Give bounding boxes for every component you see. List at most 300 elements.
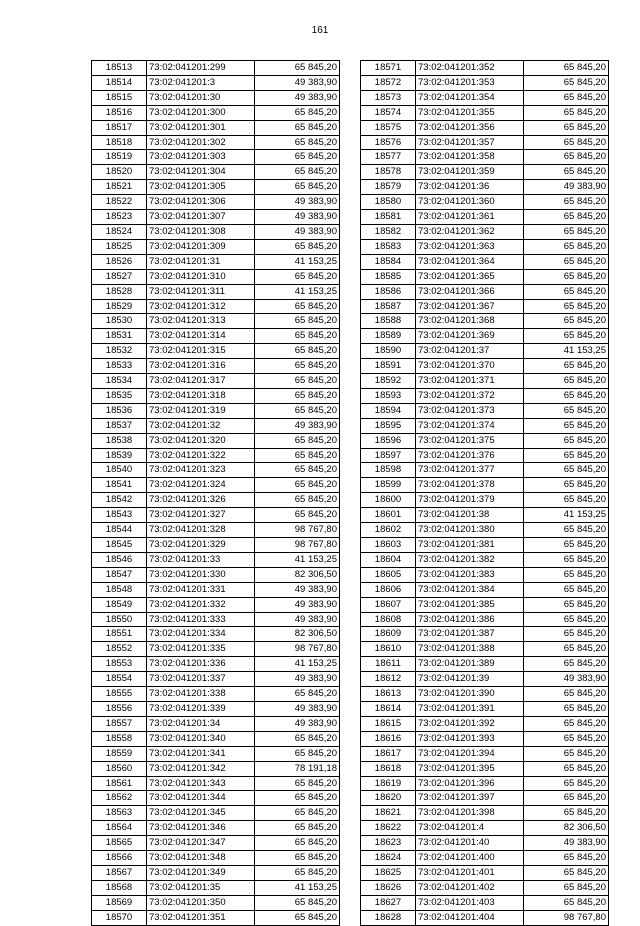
row-number: 18565 xyxy=(92,836,147,851)
table-row xyxy=(361,388,609,403)
cadastral-number: 73:02:041201:329 xyxy=(147,538,255,553)
cadastral-value: 65 845,20 xyxy=(255,329,340,344)
cadastral-value: 49 383,90 xyxy=(524,836,609,851)
table-row xyxy=(361,403,609,418)
row-number: 18607 xyxy=(361,597,416,612)
row-number: 18529 xyxy=(92,299,147,314)
cadastral-number: 73:02:041201:324 xyxy=(147,478,255,493)
table-row xyxy=(92,880,340,895)
cadastral-number: 73:02:041201:367 xyxy=(416,299,524,314)
cadastral-number: 73:02:041201:364 xyxy=(416,254,524,269)
cadastral-value: 65 845,20 xyxy=(255,731,340,746)
cadastral-number: 73:02:041201:330 xyxy=(147,567,255,582)
cadastral-value: 65 845,20 xyxy=(524,403,609,418)
table-row xyxy=(361,776,609,791)
cadastral-number: 73:02:041201:359 xyxy=(416,165,524,180)
row-number: 18599 xyxy=(361,478,416,493)
table-row xyxy=(361,165,609,180)
row-number: 18580 xyxy=(361,195,416,210)
cadastral-value: 49 383,90 xyxy=(255,418,340,433)
table-row xyxy=(361,478,609,493)
cadastral-value: 65 845,20 xyxy=(524,150,609,165)
table-row xyxy=(361,195,609,210)
table-row xyxy=(361,821,609,836)
cadastral-value: 65 845,20 xyxy=(524,374,609,389)
row-number: 18571 xyxy=(361,61,416,76)
row-number: 18611 xyxy=(361,657,416,672)
cadastral-value: 49 383,90 xyxy=(255,195,340,210)
table-row xyxy=(92,329,340,344)
cadastral-value: 41 153,25 xyxy=(255,657,340,672)
row-number: 18586 xyxy=(361,284,416,299)
cadastral-number: 73:02:041201:34 xyxy=(147,716,255,731)
cadastral-value: 65 845,20 xyxy=(255,165,340,180)
cadastral-value: 65 845,20 xyxy=(255,150,340,165)
table-row xyxy=(92,836,340,851)
table-row xyxy=(361,687,609,702)
cadastral-number: 73:02:041201:370 xyxy=(416,359,524,374)
cadastral-value: 49 383,90 xyxy=(255,672,340,687)
cadastral-number: 73:02:041201:378 xyxy=(416,478,524,493)
cadastral-number: 73:02:041201:335 xyxy=(147,642,255,657)
cadastral-value: 65 845,20 xyxy=(255,478,340,493)
row-number: 18515 xyxy=(92,90,147,105)
cadastral-number: 73:02:041201:396 xyxy=(416,776,524,791)
row-number: 18581 xyxy=(361,210,416,225)
cadastral-number: 73:02:041201:303 xyxy=(147,150,255,165)
cadastral-number: 73:02:041201:31 xyxy=(147,254,255,269)
row-number: 18612 xyxy=(361,672,416,687)
cadastral-value: 65 845,20 xyxy=(524,388,609,403)
cadastral-value: 65 845,20 xyxy=(255,344,340,359)
cadastral-number: 73:02:041201:312 xyxy=(147,299,255,314)
table-row xyxy=(361,731,609,746)
cadastral-value: 65 845,20 xyxy=(524,239,609,254)
cadastral-value: 49 383,90 xyxy=(255,582,340,597)
row-number: 18563 xyxy=(92,806,147,821)
cadastral-value: 65 845,20 xyxy=(524,701,609,716)
row-number: 18513 xyxy=(92,61,147,76)
cadastral-value: 65 845,20 xyxy=(524,254,609,269)
cadastral-number: 73:02:041201:309 xyxy=(147,239,255,254)
cadastral-number: 73:02:041201:319 xyxy=(147,403,255,418)
row-number: 18593 xyxy=(361,388,416,403)
cadastral-number: 73:02:041201:313 xyxy=(147,314,255,329)
row-number: 18627 xyxy=(361,895,416,910)
cadastral-value: 98 767,80 xyxy=(255,523,340,538)
table-row xyxy=(361,239,609,254)
table-row xyxy=(92,180,340,195)
cadastral-value: 65 845,20 xyxy=(524,165,609,180)
row-number: 18569 xyxy=(92,895,147,910)
cadastral-number: 73:02:041201:340 xyxy=(147,731,255,746)
table-row xyxy=(92,284,340,299)
cadastral-value: 65 845,20 xyxy=(255,746,340,761)
cadastral-number: 73:02:041201:352 xyxy=(416,61,524,76)
row-number: 18560 xyxy=(92,761,147,776)
cadastral-number: 73:02:041201:311 xyxy=(147,284,255,299)
row-number: 18535 xyxy=(92,388,147,403)
cadastral-value: 41 153,25 xyxy=(255,880,340,895)
row-number: 18514 xyxy=(92,75,147,90)
cadastral-value: 65 845,20 xyxy=(255,269,340,284)
cadastral-value: 98 767,80 xyxy=(524,910,609,925)
table-row xyxy=(361,180,609,195)
row-number: 18553 xyxy=(92,657,147,672)
row-number: 18550 xyxy=(92,612,147,627)
table-row xyxy=(92,627,340,642)
table-row xyxy=(92,418,340,433)
cadastral-number: 73:02:041201:403 xyxy=(416,895,524,910)
cadastral-number: 73:02:041201:315 xyxy=(147,344,255,359)
table-row xyxy=(92,224,340,239)
table-row xyxy=(361,344,609,359)
table-row xyxy=(92,299,340,314)
cadastral-value: 65 845,20 xyxy=(524,493,609,508)
table-row xyxy=(92,344,340,359)
cadastral-number: 73:02:041201:371 xyxy=(416,374,524,389)
row-number: 18575 xyxy=(361,120,416,135)
cadastral-number: 73:02:041201:354 xyxy=(416,90,524,105)
cadastral-number: 73:02:041201:377 xyxy=(416,463,524,478)
cadastral-number: 73:02:041201:351 xyxy=(147,910,255,925)
cadastral-number: 73:02:041201:381 xyxy=(416,538,524,553)
table-row xyxy=(92,791,340,806)
cadastral-number: 73:02:041201:37 xyxy=(416,344,524,359)
row-number: 18527 xyxy=(92,269,147,284)
row-number: 18614 xyxy=(361,701,416,716)
table-row xyxy=(361,597,609,612)
table-row xyxy=(361,269,609,284)
table-row xyxy=(92,895,340,910)
cadastral-number: 73:02:041201:400 xyxy=(416,851,524,866)
row-number: 18610 xyxy=(361,642,416,657)
table-row xyxy=(92,821,340,836)
table-row xyxy=(92,657,340,672)
cadastral-number: 73:02:041201:316 xyxy=(147,359,255,374)
row-number: 18623 xyxy=(361,836,416,851)
cadastral-value: 65 845,20 xyxy=(255,776,340,791)
table-row xyxy=(92,612,340,627)
table-row xyxy=(361,299,609,314)
row-number: 18620 xyxy=(361,791,416,806)
table-row xyxy=(92,254,340,269)
row-number: 18613 xyxy=(361,687,416,702)
table-row xyxy=(92,135,340,150)
table-row xyxy=(92,776,340,791)
cadastral-value: 65 845,20 xyxy=(524,761,609,776)
table-row xyxy=(92,165,340,180)
table-row xyxy=(92,672,340,687)
table-row xyxy=(92,463,340,478)
table-row xyxy=(92,210,340,225)
cadastral-number: 73:02:041201:344 xyxy=(147,791,255,806)
table-row xyxy=(361,791,609,806)
row-number: 18574 xyxy=(361,105,416,120)
table-row xyxy=(361,329,609,344)
cadastral-value: 49 383,90 xyxy=(255,612,340,627)
row-number: 18539 xyxy=(92,448,147,463)
cadastral-value: 65 845,20 xyxy=(524,195,609,210)
table-row xyxy=(361,448,609,463)
row-number: 18534 xyxy=(92,374,147,389)
cadastral-value: 49 383,90 xyxy=(255,597,340,612)
cadastral-number: 73:02:041201:366 xyxy=(416,284,524,299)
table-row xyxy=(92,493,340,508)
cadastral-number: 73:02:041201:388 xyxy=(416,642,524,657)
table-row xyxy=(361,418,609,433)
row-number: 18605 xyxy=(361,567,416,582)
row-number: 18566 xyxy=(92,851,147,866)
cadastral-number: 73:02:041201:404 xyxy=(416,910,524,925)
row-number: 18545 xyxy=(92,538,147,553)
cadastral-value: 65 845,20 xyxy=(524,687,609,702)
row-number: 18524 xyxy=(92,224,147,239)
cadastral-value: 41 153,25 xyxy=(255,284,340,299)
cadastral-value: 65 845,20 xyxy=(524,314,609,329)
table-row xyxy=(361,627,609,642)
row-number: 18530 xyxy=(92,314,147,329)
table-row xyxy=(361,224,609,239)
cadastral-value: 65 845,20 xyxy=(524,210,609,225)
row-number: 18548 xyxy=(92,582,147,597)
table-row xyxy=(361,657,609,672)
table-row xyxy=(92,359,340,374)
cadastral-value: 98 767,80 xyxy=(255,642,340,657)
cadastral-number: 73:02:041201:341 xyxy=(147,746,255,761)
cadastral-number: 73:02:041201:33 xyxy=(147,552,255,567)
cadastral-number: 73:02:041201:362 xyxy=(416,224,524,239)
row-number: 18547 xyxy=(92,567,147,582)
row-number: 18555 xyxy=(92,687,147,702)
cadastral-number: 73:02:041201:357 xyxy=(416,135,524,150)
table-row xyxy=(92,61,340,76)
table-row xyxy=(92,910,340,925)
row-number: 18621 xyxy=(361,806,416,821)
cadastral-number: 73:02:041201:342 xyxy=(147,761,255,776)
cadastral-number: 73:02:041201:349 xyxy=(147,865,255,880)
cadastral-number: 73:02:041201:346 xyxy=(147,821,255,836)
row-number: 18616 xyxy=(361,731,416,746)
cadastral-value: 49 383,90 xyxy=(255,716,340,731)
cadastral-number: 73:02:041201:333 xyxy=(147,612,255,627)
cadastral-value: 65 845,20 xyxy=(524,552,609,567)
row-number: 18592 xyxy=(361,374,416,389)
cadastral-value: 65 845,20 xyxy=(255,239,340,254)
cadastral-value: 65 845,20 xyxy=(524,657,609,672)
table-row xyxy=(361,105,609,120)
table-row xyxy=(361,61,609,76)
table-row xyxy=(92,582,340,597)
table-row xyxy=(361,374,609,389)
cadastral-number: 73:02:041201:363 xyxy=(416,239,524,254)
right-table xyxy=(360,60,609,926)
cadastral-value: 65 845,20 xyxy=(524,597,609,612)
table-row xyxy=(92,552,340,567)
row-number: 18522 xyxy=(92,195,147,210)
table-row xyxy=(361,865,609,880)
table-row xyxy=(92,448,340,463)
row-number: 18601 xyxy=(361,508,416,523)
row-number: 18594 xyxy=(361,403,416,418)
row-number: 18604 xyxy=(361,552,416,567)
row-number: 18584 xyxy=(361,254,416,269)
cadastral-number: 73:02:041201:393 xyxy=(416,731,524,746)
cadastral-number: 73:02:041201:394 xyxy=(416,746,524,761)
cadastral-number: 73:02:041201:4 xyxy=(416,821,524,836)
cadastral-number: 73:02:041201:35 xyxy=(147,880,255,895)
row-number: 18603 xyxy=(361,538,416,553)
row-number: 18533 xyxy=(92,359,147,374)
cadastral-value: 65 845,20 xyxy=(524,269,609,284)
row-number: 18624 xyxy=(361,851,416,866)
cadastral-value: 65 845,20 xyxy=(524,61,609,76)
row-number: 18617 xyxy=(361,746,416,761)
table-row xyxy=(361,254,609,269)
row-number: 18583 xyxy=(361,239,416,254)
cadastral-number: 73:02:041201:382 xyxy=(416,552,524,567)
cadastral-number: 73:02:041201:397 xyxy=(416,791,524,806)
row-number: 18549 xyxy=(92,597,147,612)
cadastral-number: 73:02:041201:372 xyxy=(416,388,524,403)
cadastral-value: 65 845,20 xyxy=(255,388,340,403)
cadastral-value: 65 845,20 xyxy=(524,463,609,478)
cadastral-value: 41 153,25 xyxy=(524,508,609,523)
cadastral-number: 73:02:041201:314 xyxy=(147,329,255,344)
cadastral-value: 65 845,20 xyxy=(524,851,609,866)
row-number: 18554 xyxy=(92,672,147,687)
cadastral-value: 65 845,20 xyxy=(524,567,609,582)
row-number: 18564 xyxy=(92,821,147,836)
table-row xyxy=(361,210,609,225)
cadastral-value: 65 845,20 xyxy=(524,582,609,597)
cadastral-number: 73:02:041201:390 xyxy=(416,687,524,702)
row-number: 18626 xyxy=(361,880,416,895)
cadastral-number: 73:02:041201:332 xyxy=(147,597,255,612)
row-number: 18558 xyxy=(92,731,147,746)
row-number: 18556 xyxy=(92,701,147,716)
row-number: 18561 xyxy=(92,776,147,791)
table-row xyxy=(92,642,340,657)
row-number: 18543 xyxy=(92,508,147,523)
table-row xyxy=(92,478,340,493)
table-row xyxy=(92,597,340,612)
row-number: 18562 xyxy=(92,791,147,806)
cadastral-value: 65 845,20 xyxy=(255,433,340,448)
cadastral-number: 73:02:041201:402 xyxy=(416,880,524,895)
row-number: 18608 xyxy=(361,612,416,627)
cadastral-value: 65 845,20 xyxy=(524,120,609,135)
cadastral-number: 73:02:041201:307 xyxy=(147,210,255,225)
cadastral-value: 49 383,90 xyxy=(255,701,340,716)
cadastral-value: 49 383,90 xyxy=(524,672,609,687)
row-number: 18628 xyxy=(361,910,416,925)
cadastral-value: 65 845,20 xyxy=(524,284,609,299)
row-number: 18520 xyxy=(92,165,147,180)
table-row xyxy=(361,642,609,657)
table-row xyxy=(361,851,609,866)
table-row xyxy=(92,150,340,165)
cadastral-value: 65 845,20 xyxy=(524,299,609,314)
row-number: 18570 xyxy=(92,910,147,925)
table-row xyxy=(361,910,609,925)
cadastral-number: 73:02:041201:376 xyxy=(416,448,524,463)
row-number: 18606 xyxy=(361,582,416,597)
table-row xyxy=(92,388,340,403)
table-row xyxy=(92,403,340,418)
table-row xyxy=(92,806,340,821)
row-number: 18622 xyxy=(361,821,416,836)
cadastral-value: 41 153,25 xyxy=(255,254,340,269)
cadastral-number: 73:02:041201:302 xyxy=(147,135,255,150)
cadastral-number: 73:02:041201:395 xyxy=(416,761,524,776)
cadastral-value: 65 845,20 xyxy=(524,627,609,642)
cadastral-value: 65 845,20 xyxy=(524,746,609,761)
cadastral-value: 65 845,20 xyxy=(255,359,340,374)
cadastral-number: 73:02:041201:373 xyxy=(416,403,524,418)
table-row xyxy=(361,523,609,538)
cadastral-number: 73:02:041201:401 xyxy=(416,865,524,880)
row-number: 18516 xyxy=(92,105,147,120)
table-row xyxy=(361,880,609,895)
cadastral-value: 65 845,20 xyxy=(524,895,609,910)
cadastral-value: 49 383,90 xyxy=(255,210,340,225)
table-row xyxy=(92,687,340,702)
cadastral-value: 65 845,20 xyxy=(255,374,340,389)
left-table xyxy=(91,60,340,926)
cadastral-value: 65 845,20 xyxy=(255,791,340,806)
table-row xyxy=(92,269,340,284)
cadastral-number: 73:02:041201:308 xyxy=(147,224,255,239)
table-row xyxy=(361,806,609,821)
table-row xyxy=(92,761,340,776)
table-row xyxy=(92,120,340,135)
cadastral-value: 65 845,20 xyxy=(255,806,340,821)
table-row xyxy=(361,433,609,448)
cadastral-number: 73:02:041201:327 xyxy=(147,508,255,523)
cadastral-number: 73:02:041201:383 xyxy=(416,567,524,582)
row-number: 18588 xyxy=(361,314,416,329)
cadastral-number: 73:02:041201:3 xyxy=(147,75,255,90)
cadastral-number: 73:02:041201:32 xyxy=(147,418,255,433)
cadastral-value: 98 767,80 xyxy=(255,538,340,553)
cadastral-value: 41 153,25 xyxy=(255,552,340,567)
table-row xyxy=(361,836,609,851)
table-row xyxy=(92,746,340,761)
row-number: 18546 xyxy=(92,552,147,567)
cadastral-number: 73:02:041201:353 xyxy=(416,75,524,90)
cadastral-number: 73:02:041201:398 xyxy=(416,806,524,821)
row-number: 18568 xyxy=(92,880,147,895)
row-number: 18598 xyxy=(361,463,416,478)
row-number: 18582 xyxy=(361,224,416,239)
row-number: 18579 xyxy=(361,180,416,195)
row-number: 18528 xyxy=(92,284,147,299)
cadastral-number: 73:02:041201:355 xyxy=(416,105,524,120)
cadastral-number: 73:02:041201:38 xyxy=(416,508,524,523)
table-row xyxy=(92,195,340,210)
cadastral-value: 65 845,20 xyxy=(524,791,609,806)
table-row xyxy=(361,552,609,567)
cadastral-number: 73:02:041201:339 xyxy=(147,701,255,716)
table-row xyxy=(92,567,340,582)
cadastral-number: 73:02:041201:328 xyxy=(147,523,255,538)
cadastral-number: 73:02:041201:391 xyxy=(416,701,524,716)
cadastral-value: 65 845,20 xyxy=(524,433,609,448)
cadastral-value: 82 306,50 xyxy=(255,627,340,642)
page-number: 161 xyxy=(311,25,329,36)
cadastral-value: 65 845,20 xyxy=(524,776,609,791)
